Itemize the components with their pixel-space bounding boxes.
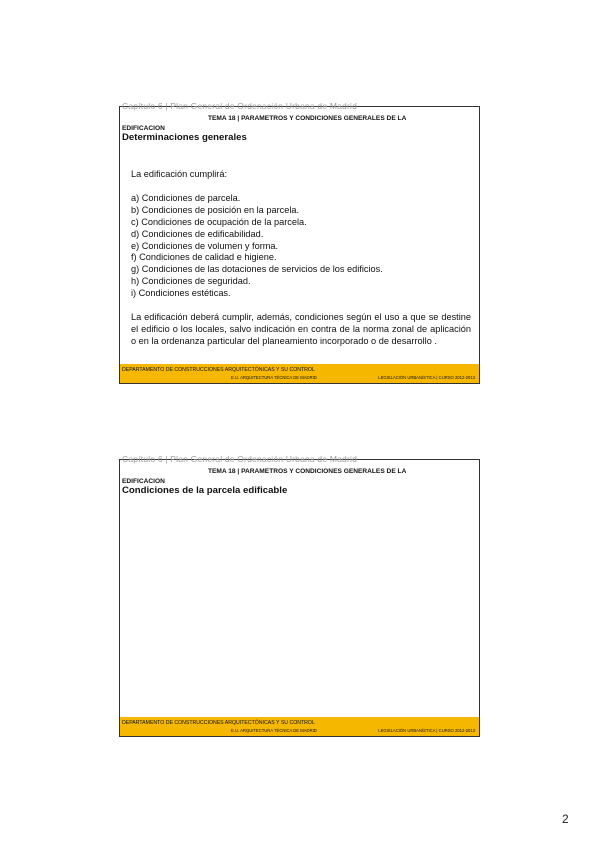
list-item: h) Condiciones de seguridad. [131, 276, 251, 287]
tema-title-line1: TEMA 18 | PARAMETROS Y CONDICIONES GENERALES DE LA [208, 115, 407, 122]
section-title: Condiciones de la parcela edificable [122, 485, 288, 496]
list-item: f) Condiciones de calidad e higiene. [131, 252, 277, 263]
conditions-list [131, 193, 471, 300]
chapter-header: Capítulo 6 | Plan General de Ordenación Urbana de Madrid [122, 101, 358, 111]
list-item: d) Condiciones de edificabilidad. [131, 228, 264, 239]
slide-footer [120, 717, 479, 736]
footer-course: LEGISLACIÓN URBANÍSTICA | CURSO 2012-2013 [378, 728, 475, 733]
list-item: g) Condiciones de las dotaciones de servicios de los edificios. [131, 264, 383, 275]
footer-department: DEPARTAMENTO DE CONSTRUCCIONES ARQUITECTÓNICAS Y SU CONTROL [122, 367, 315, 373]
slide-determinaciones-generales [119, 101, 480, 384]
tema-title-line2: EDIFICACION [122, 125, 165, 132]
chapter-header: Capítulo 6 | Plan General de Ordenación Urbana de Madrid [122, 454, 358, 464]
list-item: a) Condiciones de parcela. [131, 192, 241, 203]
list-item: b) Condiciones de posición en la parcela. [131, 204, 300, 215]
slide-body [131, 169, 471, 348]
footer-school: E.U. ARQUITECTURA TÉCNICA DE MADRID [231, 728, 317, 733]
tema-title-line1: TEMA 18 | PARAMETROS Y CONDICIONES GENERALES DE LA [208, 468, 407, 475]
slide-condiciones-parcela [119, 454, 480, 737]
footer-course: LEGISLACIÓN URBANÍSTICA | CURSO 2012-2013 [378, 375, 475, 380]
footer-department: DEPARTAMENTO DE CONSTRUCCIONES ARQUITECTÓNICAS Y SU CONTROL [122, 720, 315, 726]
body-paragraph: La edificación deberá cumplir, además, condiciones según el uso a que se destine el edificio o los locales, salvo indicación en contra de la norma zonal de aplicación o en la ordenanza particular del planeamiento incorporado o de desarrollo . [131, 312, 471, 346]
list-item: e) Condiciones de volumen y forma. [131, 240, 279, 251]
tema-title-line2: EDIFICACION [122, 478, 165, 485]
footer-school: E.U. ARQUITECTURA TÉCNICA DE MADRID [231, 375, 317, 380]
list-item: c) Condiciones de ocupación de la parcela. [131, 216, 307, 227]
page-number: 2 [562, 812, 569, 826]
intro-text: La edificación cumplirá: [131, 169, 228, 179]
slide-footer [120, 364, 479, 383]
list-item: i) Condiciones estéticas. [131, 288, 231, 299]
section-title: Determinaciones generales [122, 132, 247, 143]
